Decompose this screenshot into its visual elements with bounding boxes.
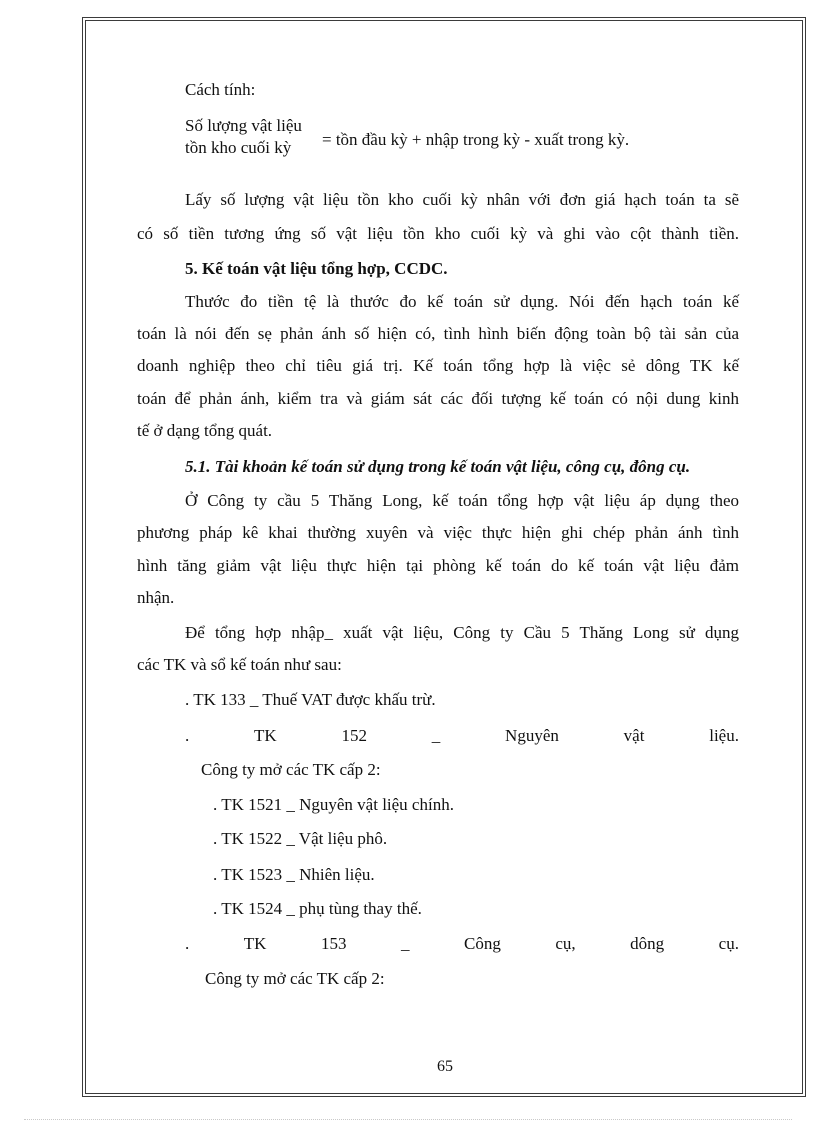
tk153-label: TK [243, 934, 267, 953]
tk152-word3: liệu. [709, 726, 739, 745]
tk152-dash: _ [431, 726, 441, 745]
bottom-dotted-rule [24, 1119, 792, 1120]
page-number: 65 [437, 1058, 453, 1075]
section51-heading: 5.1. Tài khoản kế toán sử dụng trong kế toán vật liệu, công cụ, đông cụ. [185, 457, 691, 476]
account-tk1524: . TK 1524 _ phụ tùng thay thế. [213, 899, 422, 918]
account-tk153 [185, 934, 739, 954]
paragraph2-line3: doanh nghiệp theo chỉ tiêu giá trị. Kế toán tổng hợp là việc sẻ dông TK kế [137, 356, 739, 375]
account-tk1522: . TK 1522 _ Vật liệu phô. [213, 829, 388, 848]
tk153-word3: dông [630, 934, 665, 953]
account-tk152 [185, 726, 739, 746]
tk153-number: 153 [320, 934, 347, 953]
tk152-bullet: . [185, 726, 190, 745]
paragraph2-line2: toán là nói đến sẹ phản ánh số hiện có, tình hình biến động toàn bộ tài sản của [137, 324, 739, 343]
paragraph2-line5: tế ở dạng tổng quát. [137, 421, 273, 440]
paragraph1-line1: Lấy số lượng vật liệu tồn kho cuối kỳ nhân với đơn giá hạch toán ta sẽ [185, 190, 739, 209]
account-tk133: . TK 133 _ Thuế VAT được khấu trừ. [185, 690, 436, 709]
formula-lhs-line2: tồn kho cuối kỳ [185, 138, 292, 157]
tk152-word1: Nguyên [505, 726, 559, 745]
tk152-label: TK [254, 726, 277, 745]
tk153-bullet: . [185, 934, 190, 953]
tk153-word2: cụ, [555, 934, 576, 953]
paragraph3-line1: Ở Công ty cầu 5 Thăng Long, kế toán tổng hợp vật liệu áp dụng theo [185, 491, 739, 510]
paragraph4-line1: Để tổng hợp nhập_ xuất vật liệu, Công ty Cầu 5 Thăng Long sử dụng [185, 623, 739, 642]
calc-label: Cách tính: [185, 80, 256, 99]
tk153-dash: _ [400, 934, 410, 953]
tk153-word4: cụ. [718, 934, 739, 953]
tk152-sub-intro: Công ty mở các TK cấp 2: [201, 760, 381, 779]
tk153-sub-intro: Công ty mở các TK cấp 2: [205, 969, 385, 988]
paragraph1-line2: có số tiền tương ứng số vật liệu tồn kho cuối kỳ và ghi vào cột thành tiền. [137, 224, 739, 243]
paragraph2-line1: Thước đo tiền tệ là thước đo kế toán sử dụng. Nói đến hạch toán kế [185, 292, 739, 311]
formula-lhs [185, 115, 302, 159]
account-tk1523: . TK 1523 _ Nhiên liệu. [213, 865, 375, 884]
formula-lhs-line1: Số lượng vật liệu [185, 116, 302, 135]
formula-rhs: = tồn đầu kỳ + nhập trong kỳ - xuất trong kỳ. [322, 130, 630, 149]
account-tk1521: . TK 1521 _ Nguyên vật liệu chính. [213, 795, 454, 814]
tk152-word2: vật [623, 726, 645, 745]
paragraph3-line3: hình tăng giảm vật liệu thực hiện tại phòng kế toán do kế toán vật liệu đảm [137, 556, 739, 575]
paragraph2-line4: toán để phản ánh, kiểm tra và giám sát các đối tượng kế toán có nội dung kinh [137, 389, 739, 408]
paragraph3-line4: nhận. [137, 588, 175, 607]
paragraph4-line2: các TK và sổ kế toán như sau: [137, 655, 342, 674]
paragraph3-line2: phương pháp kê khai thường xuyên và việc thực hiện ghi chép phản ánh tình [137, 523, 739, 542]
section5-heading: 5. Kế toán vật liệu tổng hợp, CCDC. [185, 259, 448, 278]
tk152-number: 152 [341, 726, 367, 745]
tk153-word1: Công [463, 934, 501, 953]
